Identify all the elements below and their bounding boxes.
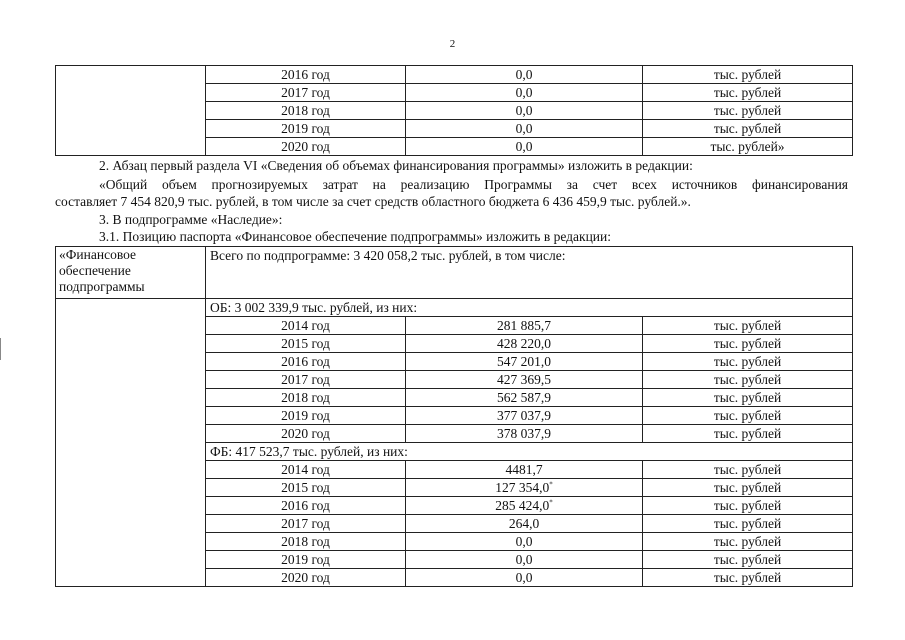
value-cell: 0,0 bbox=[406, 138, 643, 156]
value-cell bbox=[406, 533, 643, 551]
value-cell: 427 369,5 bbox=[406, 371, 643, 389]
value-text: 0,0 bbox=[515, 570, 533, 585]
unit-cell: тыс. рублей bbox=[643, 84, 853, 102]
year-cell: 2019 год bbox=[206, 551, 406, 569]
year-cell: 2020 год bbox=[206, 569, 406, 587]
fb-header-cell: ФБ: 417 523,7 тыс. рублей, из них: bbox=[206, 443, 853, 461]
unit-cell: тыс. рублей bbox=[643, 533, 853, 551]
year-cell: 2016 год bbox=[206, 353, 406, 371]
funding-label-line: подпрограммы bbox=[59, 279, 145, 294]
value-cell: 0,0 bbox=[406, 120, 643, 138]
page-number: 2 bbox=[449, 38, 456, 50]
year-cell: 2017 год bbox=[206, 84, 406, 102]
funding-label-cell bbox=[56, 247, 206, 299]
value-cell bbox=[406, 551, 643, 569]
value-text: 127 354,0 bbox=[495, 480, 550, 495]
year-cell: 2019 год bbox=[206, 120, 406, 138]
value-cell: 281 885,7 bbox=[406, 317, 643, 335]
ob-header-cell: ОБ: 3 002 339,9 тыс. рублей, из них: bbox=[206, 299, 853, 317]
year-cell: 2014 год bbox=[206, 317, 406, 335]
table-row bbox=[56, 247, 853, 299]
value-text: 0,0 bbox=[515, 552, 533, 567]
year-cell: 2014 год bbox=[206, 461, 406, 479]
unit-cell: тыс. рублей bbox=[643, 66, 853, 84]
value-cell: 0,0 bbox=[406, 66, 643, 84]
paragraph-3-line-1: «Общий объем прогнозируемых затрат на реализацию Программы за счет всех источников финансирования bbox=[99, 177, 848, 192]
value-text: 264,0 bbox=[508, 516, 540, 531]
funding-table-continued bbox=[55, 65, 853, 156]
value-cell: 547 201,0 bbox=[406, 353, 643, 371]
unit-cell: тыс. рублей bbox=[643, 551, 853, 569]
year-cell: 2015 год bbox=[206, 335, 406, 353]
unit-cell: тыс. рублей bbox=[643, 497, 853, 515]
footnote-mark: * bbox=[549, 498, 553, 507]
value-cell bbox=[406, 515, 643, 533]
paragraph-3-line-2: составляет 7 454 820,9 тыс. рублей, в том числе за счет средств областного бюджета 6 436 459,9 тыс. рублей.». bbox=[55, 194, 691, 209]
unit-cell: тыс. рублей bbox=[643, 335, 853, 353]
year-cell: 2018 год bbox=[206, 389, 406, 407]
value-cell bbox=[406, 569, 643, 587]
footnote-mark: * bbox=[549, 480, 553, 489]
unit-cell: тыс. рублей bbox=[643, 102, 853, 120]
year-cell: 2020 год bbox=[206, 425, 406, 443]
value-cell: 428 220,0 bbox=[406, 335, 643, 353]
unit-cell: тыс. рублей bbox=[643, 389, 853, 407]
table-row bbox=[56, 66, 853, 84]
scan-edge-mark bbox=[0, 338, 1, 360]
unit-cell: тыс. рублей» bbox=[643, 138, 853, 156]
value-cell: 0,0 bbox=[406, 84, 643, 102]
funding-label-line: обеспечение bbox=[59, 263, 131, 278]
year-cell: 2016 год bbox=[206, 497, 406, 515]
year-cell: 2019 год bbox=[206, 407, 406, 425]
year-cell: 2020 год bbox=[206, 138, 406, 156]
unit-cell: тыс. рублей bbox=[643, 479, 853, 497]
value-cell: 378 037,9 bbox=[406, 425, 643, 443]
paragraph-5: 3.1. Позицию паспорта «Финансовое обеспечение подпрограммы» изложить в редакции: bbox=[99, 229, 611, 244]
year-cell: 2018 год bbox=[206, 102, 406, 120]
unit-cell: тыс. рублей bbox=[643, 569, 853, 587]
subprogram-funding-table bbox=[55, 246, 853, 587]
paragraph-4: 3. В подпрограмме «Наследие»: bbox=[99, 212, 283, 227]
unit-cell: тыс. рублей bbox=[643, 515, 853, 533]
value-cell: 562 587,9 bbox=[406, 389, 643, 407]
table-row bbox=[56, 299, 853, 317]
year-cell: 2017 год bbox=[206, 371, 406, 389]
unit-cell: тыс. рублей bbox=[643, 461, 853, 479]
year-cell: 2015 год bbox=[206, 479, 406, 497]
value-text: 285 424,0 bbox=[495, 498, 550, 513]
year-cell: 2018 год bbox=[206, 533, 406, 551]
total-cell: Всего по подпрограмме: 3 420 058,2 тыс. рублей, в том числе: bbox=[206, 247, 853, 299]
unit-cell: тыс. рублей bbox=[643, 371, 853, 389]
unit-cell: тыс. рублей bbox=[643, 425, 853, 443]
empty-label-cell bbox=[56, 299, 206, 587]
unit-cell: тыс. рублей bbox=[643, 353, 853, 371]
value-cell: 377 037,9 bbox=[406, 407, 643, 425]
value-text: 0,0 bbox=[515, 534, 533, 549]
value-cell bbox=[406, 497, 643, 515]
unit-cell: тыс. рублей bbox=[643, 407, 853, 425]
year-cell: 2017 год bbox=[206, 515, 406, 533]
paragraph-2: 2. Абзац первый раздела VI «Сведения об объемах финансирования программы» изложить в редакции: bbox=[99, 158, 693, 173]
funding-label-line: «Финансовое bbox=[59, 247, 137, 262]
year-cell: 2016 год bbox=[206, 66, 406, 84]
value-cell bbox=[406, 479, 643, 497]
unit-cell: тыс. рублей bbox=[643, 317, 853, 335]
value-cell: 0,0 bbox=[406, 102, 643, 120]
unit-cell: тыс. рублей bbox=[643, 120, 853, 138]
value-text: 4481,7 bbox=[505, 462, 543, 477]
empty-label-cell bbox=[56, 66, 206, 156]
value-cell bbox=[406, 461, 643, 479]
